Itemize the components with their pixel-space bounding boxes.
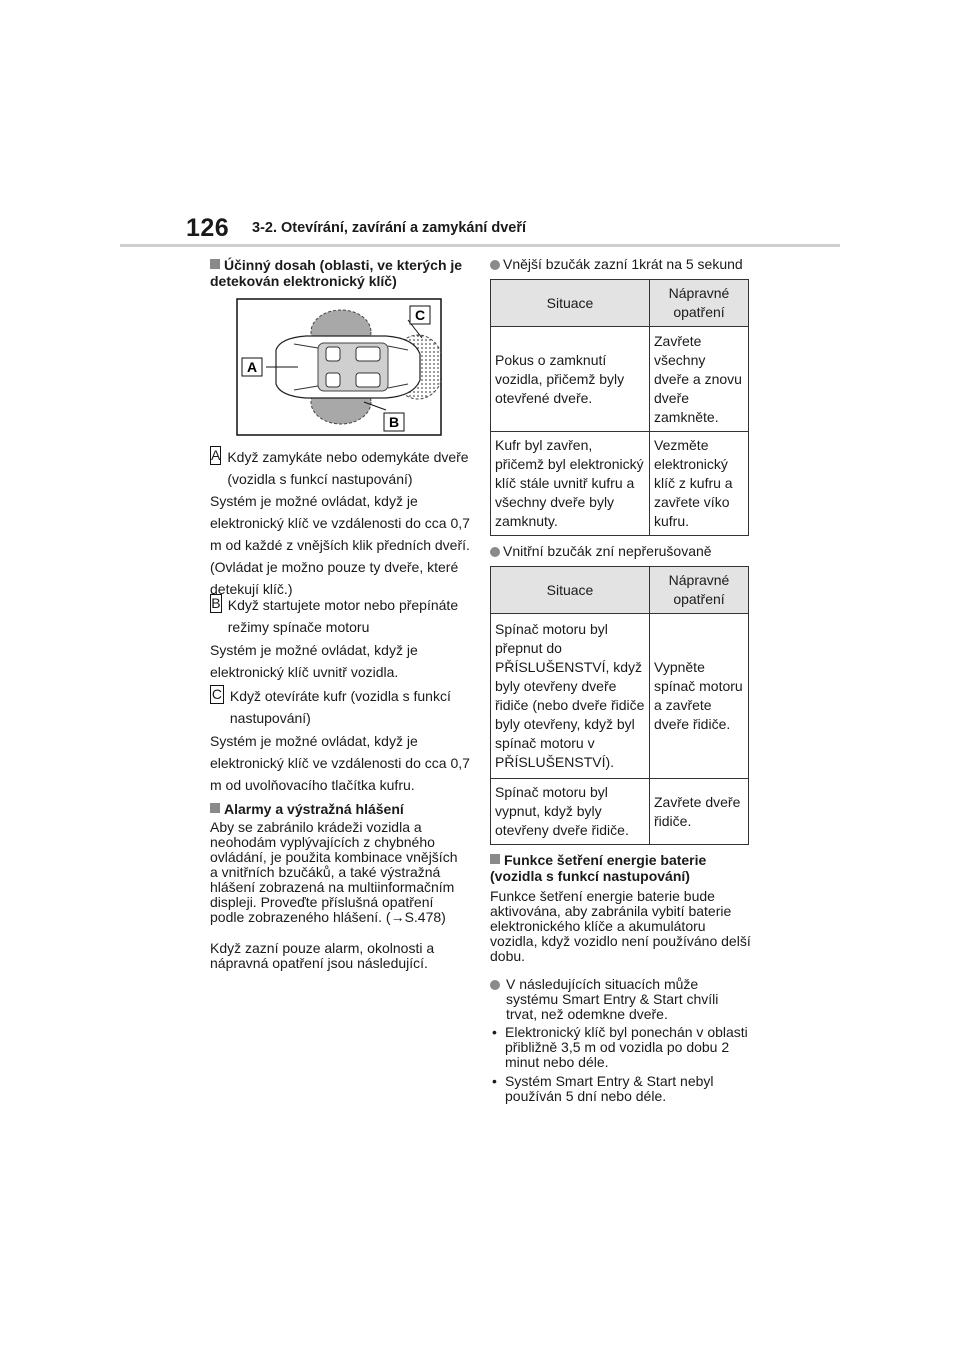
table1-cell: Pokus o zamknutí vozidla, přičemž byly otevřené dveře.	[491, 327, 650, 432]
diagram-label-b: B	[388, 414, 400, 430]
list-item: • Systém Smart Entry & Start nebyl používán 5 dní nebo déle.	[492, 1073, 714, 1104]
diagram-label-c: C	[414, 307, 426, 323]
table2-cell: Vypněte spínač motoru a zavřete dveře řidiče.	[650, 614, 749, 779]
item-c-text: Systém je možné ovládat, když je elektronický klíč ve vzdálenosti do cca 0,7 m od uvolňovacího tlačítka kufru.	[210, 733, 470, 793]
bullet-external-buzzer: Vnější bzučák zazní 1krát na 5 sekund	[490, 257, 752, 272]
bullet-internal-buzzer: Vnitřní bzučák zní nepřerušovaně	[490, 544, 752, 559]
item-b-text: Systém je možné ovládat, když je elektronický klíč uvnitř vozidla.	[210, 642, 418, 680]
heading-effective-range: Účinný dosah (oblasti, ve kterých je detekován elektronický klíč)	[210, 257, 463, 289]
square-bullet-icon	[210, 259, 220, 269]
header-rule	[120, 244, 840, 247]
list-item: • Elektronický klíč byl ponechán v oblasti přibližně 3,5 m od vozidla po dobu 2 minut nebo déle.	[492, 1024, 748, 1070]
heading-battery-saving: Funkce šetření energie baterie (vozidla s funkcí nastupování)	[490, 852, 707, 884]
table-row	[491, 432, 749, 536]
table1-header-situation: Situace	[491, 280, 650, 327]
square-bullet-icon	[210, 803, 220, 813]
table2-cell: Zavřete dveře řidiče.	[650, 779, 749, 845]
round-bullet-icon	[490, 547, 500, 557]
item-a-title: Když zamykáte nebo odemykáte dveře (vozidla s funkcí nastupování)	[227, 449, 469, 487]
alarms-paragraph: Aby se zabránilo krádeži vozidla a neohodám vyplývajících z chybného ovládání, je použita kombinace vnějších a vnitřních bzučáků, a také výstražná hlášení zobrazená na multiinformačním displeji. Proveďte příslušná opatření podle zobrazeného hlášení. (→S.478)	[210, 819, 458, 925]
table1-cell: Vezměte elektronický klíč z kufru a zavřete víko kufru.	[650, 432, 749, 536]
table-internal-buzzer	[490, 566, 749, 845]
alarms-paragraph-2: Když zazní pouze alarm, okolnosti a nápravná opatření jsou následující.	[210, 940, 435, 971]
table2-cell: Spínač motoru byl přepnut do PŘÍSLUŠENSTVÍ, když byly otevřeny dveře řidiče (nebo dveře řidiče byly otevřeny, když byl spínač motoru v PŘÍSLUŠENSTVÍ).	[491, 614, 650, 779]
item-a-text: Systém je možné ovládat, když je elektronický klíč ve vzdálenosti do cca 0,7 m od každé z vnějších klik předních dveří. (Ovládat je možno pouze ty dveře, které detekují klíč.)	[210, 493, 470, 597]
round-bullet-icon	[490, 260, 500, 270]
item-c	[210, 685, 472, 729]
bullet-smart-entry: V následujících situacích může systému Smart Entry & Start chvíli trvat, než odemkne dveře.	[490, 977, 752, 1022]
table-row	[491, 614, 749, 779]
table-row	[491, 779, 749, 845]
heading-alarms: Alarmy a výstražná hlášení	[210, 801, 472, 817]
item-b-title: Když startujete motor nebo přepínáte režimy spínače motoru	[227, 597, 459, 635]
item-a-label: A	[211, 447, 221, 463]
page-number: 126	[186, 214, 230, 242]
square-bullet-icon	[490, 854, 500, 864]
table2-header-remedy: Nápravné opatření	[650, 567, 749, 614]
item-c-title: Když otevíráte kufr (vozidla s funkcí nastupování)	[229, 688, 451, 726]
table-external-buzzer	[490, 279, 749, 536]
table1-cell: Kufr byl zavřen, přičemž byl elektronický klíč stále uvnitř kufru a všechny dveře byly zamknuty.	[491, 432, 650, 536]
item-c-label: C	[211, 686, 222, 702]
table-row	[491, 327, 749, 432]
diagram-label-a: A	[246, 359, 258, 375]
table2-header-situation: Situace	[491, 567, 650, 614]
table1-cell: Zavřete všechny dveře a znovu dveře zamkněte.	[650, 327, 749, 432]
round-bullet-icon	[490, 980, 500, 990]
item-a	[210, 446, 472, 490]
dot-icon: •	[492, 1024, 497, 1040]
item-b	[210, 594, 472, 638]
range-diagram	[236, 298, 442, 436]
section-title: 3-2. Otevírání, zavírání a zamykání dveří	[252, 220, 527, 236]
table1-header-remedy: Nápravné opatření	[650, 280, 749, 327]
table2-cell: Spínač motoru byl vypnut, když byly otevřeny dveře řidiče.	[491, 779, 650, 845]
dot-icon: •	[492, 1073, 497, 1089]
car-range-figure	[236, 298, 442, 436]
battery-saving-paragraph: Funkce šetření energie baterie bude aktivována, aby zabránila vybití baterie elektronického klíče a akumulátoru vozidla, když vozidlo není používáno delší dobu.	[490, 888, 751, 964]
item-b-label: B	[211, 595, 221, 611]
